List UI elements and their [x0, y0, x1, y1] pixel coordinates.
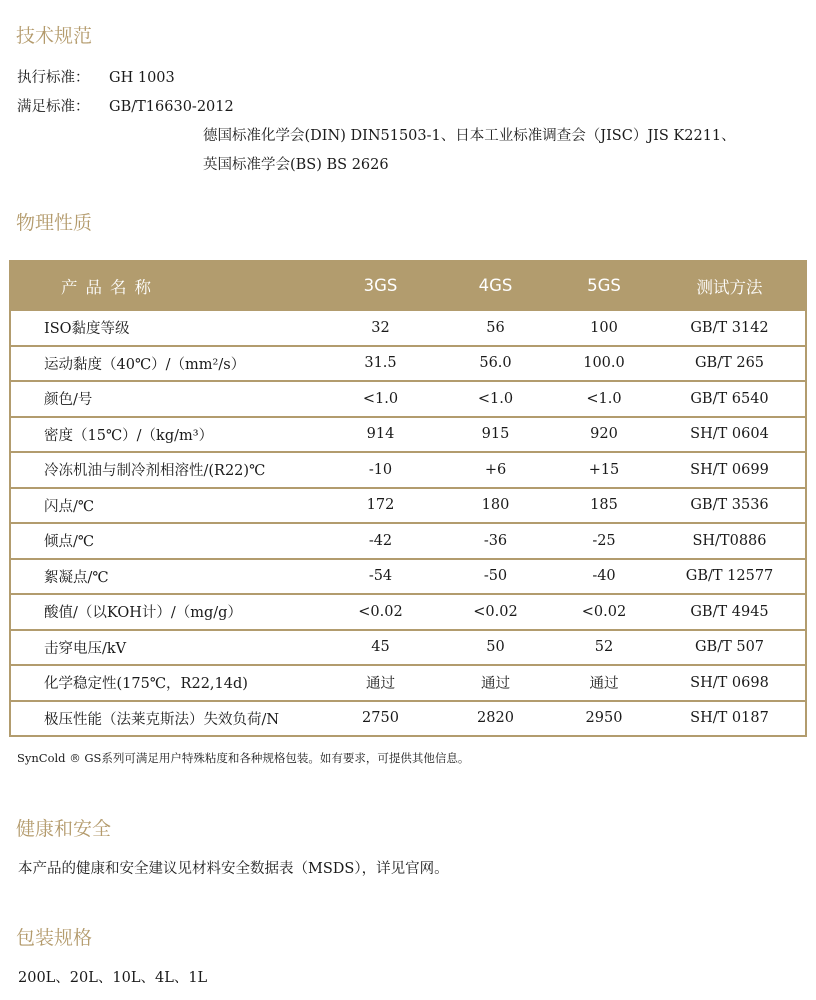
cell-3gs: 45 — [324, 630, 437, 666]
cell-4gs: 56 — [437, 310, 554, 346]
cell-property: ISO黏度等级 — [10, 310, 324, 346]
meet-standard-line — [17, 95, 234, 116]
cell-property: 闪点/℃ — [10, 488, 324, 524]
series-note: SynCold ® GS系列可满足用户特殊粘度和各种规格包装。如有要求，可提供其他信息。 — [17, 751, 470, 765]
cell-method: GB/T 3536 — [654, 488, 806, 524]
cell-property: 冷冻机油与制冷剂相溶性/(R22)℃ — [10, 452, 324, 488]
cell-3gs: 31.5 — [324, 346, 437, 382]
exec-standard-value: GH 1003 — [109, 70, 175, 86]
meet-standard-line-3: 英国标准学会(BS) BS 2626 — [203, 157, 389, 173]
cell-method: GB/T 4945 — [654, 594, 806, 630]
table-row — [10, 559, 806, 595]
cell-method: GB/T 3142 — [654, 310, 806, 346]
cell-property: 击穿电压/kV — [10, 630, 324, 666]
cell-5gs: 2950 — [554, 701, 654, 737]
table-row — [10, 488, 806, 524]
cell-method: SH/T 0187 — [654, 701, 806, 737]
cell-4gs: <1.0 — [437, 381, 554, 417]
cell-5gs: -40 — [554, 559, 654, 595]
cell-4gs: 通过 — [437, 665, 554, 701]
cell-4gs: 56.0 — [437, 346, 554, 382]
meet-standard-line-2: 德国标准化学会(DIN) DIN51503-1、日本工业标准调查会（JISC）JIS K2211、 — [203, 128, 736, 144]
cell-3gs: <0.02 — [324, 594, 437, 630]
cell-5gs: 920 — [554, 417, 654, 453]
cell-5gs: +15 — [554, 452, 654, 488]
cell-3gs: 32 — [324, 310, 437, 346]
package-text: 200L、20L、10L、4L、1L — [18, 970, 208, 986]
header-4gs: 4GS — [437, 261, 554, 310]
table-row — [10, 523, 806, 559]
cell-5gs: <0.02 — [554, 594, 654, 630]
header-5gs: 5GS — [554, 261, 654, 310]
cell-4gs: +6 — [437, 452, 554, 488]
cell-5gs: 通过 — [554, 665, 654, 701]
cell-3gs: -42 — [324, 523, 437, 559]
cell-method: GB/T 507 — [654, 630, 806, 666]
cell-property: 絮凝点/℃ — [10, 559, 324, 595]
cell-method: GB/T 12577 — [654, 559, 806, 595]
cell-5gs: <1.0 — [554, 381, 654, 417]
cell-3gs: 914 — [324, 417, 437, 453]
cell-5gs: 100 — [554, 310, 654, 346]
table-row — [10, 452, 806, 488]
cell-5gs: 100.0 — [554, 346, 654, 382]
cell-4gs: 180 — [437, 488, 554, 524]
spec-section-title: 技术规范 — [16, 25, 93, 47]
cell-3gs: -10 — [324, 452, 437, 488]
cell-method: GB/T 6540 — [654, 381, 806, 417]
exec-standard-line — [17, 66, 175, 87]
table-row — [10, 310, 806, 346]
table-row — [10, 665, 806, 701]
cell-4gs: -36 — [437, 523, 554, 559]
health-section-title: 健康和安全 — [16, 818, 112, 840]
cell-3gs: 172 — [324, 488, 437, 524]
cell-method: SH/T 0699 — [654, 452, 806, 488]
cell-4gs: 2820 — [437, 701, 554, 737]
cell-4gs: <0.02 — [437, 594, 554, 630]
table-row — [10, 346, 806, 382]
exec-standard-label: 执行标准： — [17, 70, 90, 86]
cell-method: SH/T0886 — [654, 523, 806, 559]
cell-method: SH/T 0604 — [654, 417, 806, 453]
meet-standard-value: GB/T16630-2012 — [109, 99, 234, 115]
header-product-name: 产品名称 — [10, 261, 324, 310]
cell-3gs: 2750 — [324, 701, 437, 737]
package-section-title: 包装规格 — [16, 927, 93, 949]
cell-property: 倾点/℃ — [10, 523, 324, 559]
meet-standard-label: 满足标准： — [17, 99, 90, 115]
cell-4gs: 50 — [437, 630, 554, 666]
cell-3gs: 通过 — [324, 665, 437, 701]
table-row — [10, 701, 806, 737]
cell-property: 运动黏度（40℃）/（mm²/s） — [10, 346, 324, 382]
table-row — [10, 630, 806, 666]
cell-3gs: -54 — [324, 559, 437, 595]
cell-5gs: 185 — [554, 488, 654, 524]
properties-table — [9, 260, 807, 737]
table-row — [10, 417, 806, 453]
cell-method: SH/T 0698 — [654, 665, 806, 701]
cell-method: GB/T 265 — [654, 346, 806, 382]
health-text: 本产品的健康和安全建议见材料安全数据表（MSDS），详见官网。 — [18, 861, 449, 877]
header-3gs: 3GS — [324, 261, 437, 310]
table-header-row — [10, 261, 806, 310]
physical-section-title: 物理性质 — [16, 212, 93, 234]
cell-4gs: -50 — [437, 559, 554, 595]
cell-property: 化学稳定性(175℃，R22,14d) — [10, 665, 324, 701]
table-row — [10, 381, 806, 417]
cell-property: 极压性能（法莱克斯法）失效负荷/N — [10, 701, 324, 737]
table-row — [10, 594, 806, 630]
cell-5gs: -25 — [554, 523, 654, 559]
cell-3gs: <1.0 — [324, 381, 437, 417]
cell-5gs: 52 — [554, 630, 654, 666]
cell-property: 密度（15℃）/（kg/m³） — [10, 417, 324, 453]
cell-4gs: 915 — [437, 417, 554, 453]
cell-property: 酸值/（以KOH计）/（mg/g） — [10, 594, 324, 630]
header-test-method: 测试方法 — [654, 261, 806, 310]
cell-property: 颜色/号 — [10, 381, 324, 417]
